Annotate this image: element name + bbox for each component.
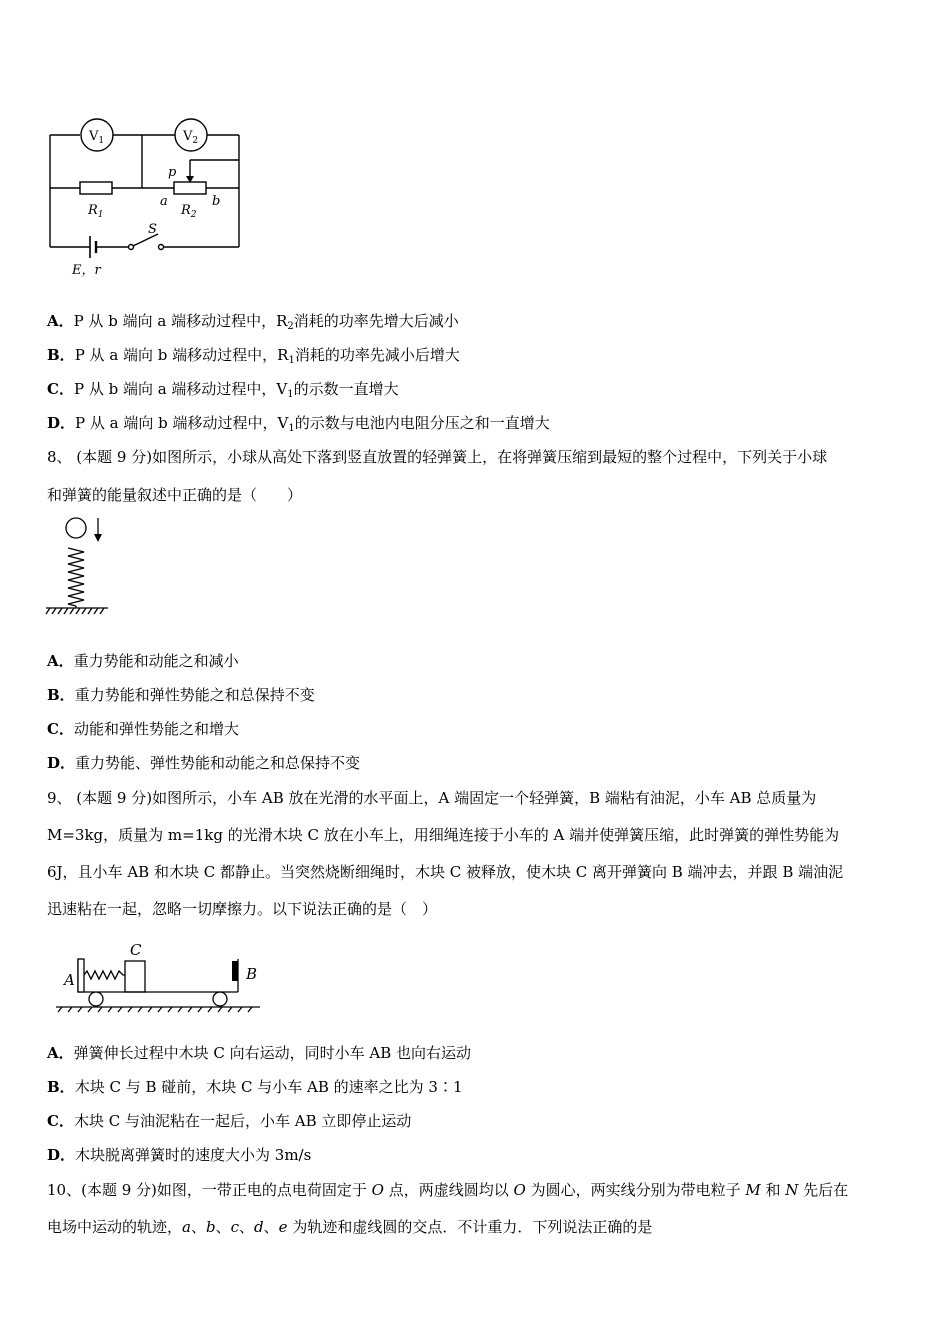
v1-label: $V_1$ xyxy=(89,129,105,146)
label-a: A xyxy=(64,971,75,989)
q8-stem-line2: 和弹簧的能量叙述中正确的是（ ） xyxy=(47,486,303,504)
q7-option-d: D．P 从 a 端向 b 端移动过程中，$V_1$的示数与电池内电阻分压之和一直增大 xyxy=(47,414,550,434)
q9-stem-line3: 6J，且小车 AB 和木块 C 都静止。当突然烧断细绳时，木块 C 被释放，使木块 C 离开弹簧向 B 端冲去，并跟 B 端油泥 xyxy=(47,863,844,881)
q10-stem-line2: 电场中运动的轨迹，a、b、c、d、e 为轨迹和虚线圆的交点．不计重力．下列说法正确的是 xyxy=(47,1218,653,1236)
switch-label: S xyxy=(148,222,157,237)
q9-stem-line1: 9、 (本题 9 分)如图所示，小车 AB 放在光滑的水平面上，A 端固定一个轻弹簧，B 端粘有油泥，小车 AB 总质量为 xyxy=(47,789,817,807)
cart-figure xyxy=(50,937,270,1022)
putty-symbol xyxy=(232,961,238,981)
resistor-r2-symbol xyxy=(174,182,206,194)
p-slider-label: p xyxy=(168,165,177,180)
q10-stem-line1: 10、(本题 9 分)如图，一带正电的点电荷固定于 O 点，两虚线圆均以 O 为圆心，两实线分别为带电粒子 M 和 N 先后在 xyxy=(47,1181,849,1199)
q9-stem-line4: 迅速粘在一起，忽略一切摩擦力。以下说法正确的是（ ） xyxy=(47,900,438,918)
r2-label: $R_2$ xyxy=(181,203,197,220)
q8-option-b: B．重力势能和弹性势能之和总保持不变 xyxy=(47,686,315,704)
b-terminal-label: b xyxy=(212,194,221,209)
ball-spring-figure xyxy=(40,512,120,622)
q9-option-d: D．木块脱离弹簧时的速度大小为 3m/s xyxy=(47,1146,312,1164)
ball-symbol xyxy=(66,518,86,538)
block-c-symbol xyxy=(125,961,145,992)
label-b: B xyxy=(246,965,258,983)
q8-option-a: A．重力势能和动能之和减小 xyxy=(47,652,239,670)
spring-symbol xyxy=(68,548,84,606)
q8-stem-line1: 8、 (本题 9 分)如图所示，小球从高处下落到竖直放置的轻弹簧上，在将弹簧压缩到最短的整个过程中，下列关于小球 xyxy=(47,448,828,466)
q9-option-b: B．木块 C 与 B 碰前，木块 C 与小车 AB 的速率之比为 3∶1 xyxy=(47,1078,463,1096)
battery-label: E，r xyxy=(72,263,101,278)
q9-option-a: A．弹簧伸长过程中木块 C 向右运动，同时小车 AB 也向右运动 xyxy=(47,1044,472,1062)
wheel-left xyxy=(89,992,103,1006)
cart-spring-symbol xyxy=(84,971,125,979)
q8-option-c: C．动能和弹性势能之和增大 xyxy=(47,720,239,738)
q7-option-a: A．P 从 b 端向 a 端移动过程中，$R_2$消耗的功率先增大后减小 xyxy=(47,312,459,332)
circuit-figure xyxy=(40,110,260,285)
down-arrow-icon xyxy=(94,534,102,542)
r1-label: $R_1$ xyxy=(88,203,104,220)
label-c: C xyxy=(130,941,142,959)
q8-option-d: D．重力势能、弹性势能和动能之和总保持不变 xyxy=(47,754,361,772)
circuit-diagram xyxy=(40,110,260,285)
ball-spring-diagram xyxy=(40,512,120,622)
wheel-right xyxy=(213,992,227,1006)
q9-option-c: C．木块 C 与油泥粘在一起后，小车 AB 立即停止运动 xyxy=(47,1112,412,1130)
q9-stem-line2: M=3kg，质量为 m=1kg 的光滑木块 C 放在小车上，用细绳连接于小车的 A 端并使弹簧压缩，此时弹簧的弹性势能为 xyxy=(47,826,840,844)
cart-diagram xyxy=(50,937,270,1022)
a-terminal-label: a xyxy=(160,194,168,209)
v2-label: $V_2$ xyxy=(183,129,199,146)
q7-option-c: C．P 从 b 端向 a 端移动过程中，$V_1$的示数一直增大 xyxy=(47,380,399,400)
resistor-r1-symbol xyxy=(80,182,112,194)
q7-option-b: B．P 从 a 端向 b 端移动过程中，$R_1$消耗的功率先减小后增大 xyxy=(47,346,460,366)
